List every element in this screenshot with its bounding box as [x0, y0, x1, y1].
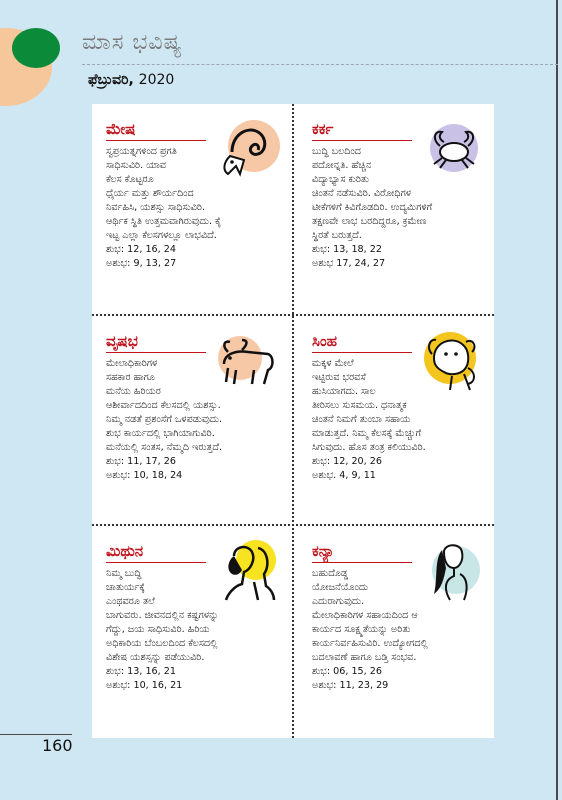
forecast-line: ಟೀಕೆಗಳಿಗೆ ಕಿವಿಗೊಡದಿರಿ. ಉದ್ಯಮಿಗಳಿಗೆ	[312, 202, 433, 213]
column-divider	[292, 104, 294, 738]
forecast-line: ಸಹಕಾರ ಹಾಗೂ	[106, 372, 155, 383]
forecast-line: ಎಂಥವರೂ ತಲೆ	[106, 596, 155, 607]
forecast-line: ಆಶೀರ್ವಾದದಿಂದ ಕೆಲಸದಲ್ಲಿ ಯಶಸ್ಸು.	[106, 400, 221, 411]
sign-name-rule	[312, 562, 412, 563]
forecast-line: ಪದೋನ್ನತಿ. ಹೆಚ್ಚಿನ	[312, 160, 372, 171]
forecast-line: ಬುದ್ಧಿ ಬಲದಿಂದ	[312, 146, 361, 157]
good-days: ಶುಭ: 13, 18, 22	[312, 244, 382, 255]
forecast-line: ಚಾತುರ್ಯಕ್ಕೆ	[106, 582, 145, 593]
forecast-line: ಆರ್ಥಿಕ ಸ್ಥಿತಿ ಉತ್ತಮವಾಗಿರುವುದು. ಕೈ	[106, 216, 222, 227]
sign-name: ಕರ್ಕ	[312, 120, 334, 138]
month-heading	[88, 72, 174, 88]
header-divider	[82, 64, 558, 65]
month-year: 2020	[138, 72, 175, 88]
footer-rule	[0, 734, 72, 735]
sign-name-rule	[106, 140, 206, 141]
forecast-line: ಗೆದ್ದು, ಜಯ ಸಾಧಿಸುವಿರಿ. ಹಿರಿಯ	[106, 624, 210, 635]
forecast-line: ನಿಮ್ಮ ನಡತೆ ಪ್ರಶಂಸೆಗೆ ಒಳಪಡುವುದು.	[106, 414, 223, 425]
decorative-green-circle	[12, 28, 60, 68]
sign-card-karka	[298, 104, 494, 310]
forecast-line: ವಿದ್ಯಾಭ್ಯಾಸ ಕುರಿತು	[312, 174, 370, 185]
forecast-line: ಮೇಲಾಧಿಕಾರಿಗಳ ಸಹಾಯದಿಂದ ಆ	[312, 610, 418, 621]
forecast-line: ಇಟ್ಟ ಎಲ್ಲಾ ಕೆಲಸಗಳಲ್ಲೂ ಲಾಭವಿದೆ.	[106, 230, 217, 241]
forecast-line: ನಿರ್ವಹಿಸಿ, ಯಶಸ್ಸು ಸಾಧಿಸುವಿರಿ.	[106, 202, 206, 213]
bad-days: ಅಶುಭ: 10, 16, 21	[106, 680, 183, 691]
forecast-line: ತಕ್ಷಣವೇ ಲಾಭ ಬರದಿದ್ದರೂ, ಕ್ರಮೇಣ	[312, 216, 427, 227]
sign-card-vrushabha	[92, 316, 288, 522]
forecast-line: ಯೋಜನೆಯೊಂದು	[312, 582, 369, 593]
forecast-line: ತೀರಿಸಲು ಸುಸಮಯ. ಧನಾತ್ಮಕ	[312, 400, 407, 411]
sign-name-rule	[312, 352, 412, 353]
ram-icon	[214, 116, 280, 182]
bad-days: ಅಶುಭ: 11, 23, 29	[312, 680, 389, 691]
sign-name-rule	[312, 140, 412, 141]
good-days: ಶುಭ: 13, 16, 21	[106, 666, 176, 677]
horoscope-panel	[92, 104, 494, 738]
sign-name: ಸಿಂಹ	[312, 332, 338, 350]
forecast-line: ಅಧಿಕಾರಿಯ ಬೆಂಬಲದಿಂದ ಕೆಲಸದಲ್ಲಿ	[106, 638, 218, 649]
sign-card-mesha	[92, 104, 288, 310]
good-days: ಶುಭ: 12, 20, 26	[312, 456, 382, 467]
bull-icon	[214, 328, 280, 394]
sign-name-rule	[106, 352, 206, 353]
sign-name-rule	[106, 562, 206, 563]
page-number: 160	[42, 736, 73, 755]
forecast-line: ಹುಸಿಯಾಗದು. ಸಾಲ	[312, 386, 376, 397]
forecast-line: ಮನೆಯಲ್ಲಿ ಸಂತಸ, ನೆಮ್ಮದಿ ಇರುತ್ತದೆ.	[106, 442, 223, 453]
forecast-line: ಬದಲಾವಣೆ ಹಾಗೂ ಬಡ್ತಿ ಸಂಭವ.	[312, 652, 417, 663]
forecast-line: ಮೇಲಾಧಿಕಾರಿಗಳ	[106, 358, 158, 369]
forecast-line: ಬಹುದೊಡ್ಡ	[312, 568, 349, 579]
forecast-line: ಮಾಡುತ್ತದೆ. ನಿಮ್ಮ ಕೆಲಸಕ್ಕೆ ಮೆಚ್ಚುಗೆ	[312, 428, 422, 439]
forecast-line: ಸಿಗುವುದು. ಹೊಸ ತಂತ್ರ ಕಲಿಯುವಿರಿ.	[312, 442, 426, 453]
forecast-line: ಸ್ವಪ್ರಯತ್ನಗಳಿಂದ ಪ್ರಗತಿ	[106, 146, 177, 157]
forecast-line: ಸ್ಥಿರತೆ ಬರುತ್ತದೆ.	[312, 230, 362, 241]
page-title: ಮಾಸ ಭವಿಷ್ಯ	[82, 30, 183, 55]
forecast-line: ಮನೆಯ ಹಿರಿಯರ	[106, 386, 161, 397]
good-days: ಶುಭ: 06, 15, 26	[312, 666, 382, 677]
maiden-icon	[420, 538, 486, 604]
forecast-line: ವಿಶೇಷ ಯಶಸ್ಸನ್ನು ಪಡೆಯುವಿರಿ.	[106, 652, 205, 663]
forecast-line: ಚಿಂತನೆ ನಿಮಗೆ ತುಂಬಾ ಸಹಾಯ	[312, 414, 411, 425]
forecast-line: ಕಾರ್ಯನಿರ್ವಹಿಸುವಿರಿ. ಉದ್ಯೋಗದಲ್ಲಿ	[312, 638, 428, 649]
forecast-line: ಶುಭ ಕಾರ್ಯದಲ್ಲಿ ಭಾಗಿಯಾಗುವಿರಿ.	[106, 428, 215, 439]
sign-card-mithuna	[92, 526, 288, 732]
bad-days: ಅಶುಭ: 10, 18, 24	[106, 470, 183, 481]
forecast-line: ಕಾರ್ಯದ ಸೂಕ್ಷ್ಮತೆಯನ್ನು ಅರಿತು	[312, 624, 411, 635]
bad-days: ಅಶುಭ 17, 24, 27	[312, 258, 386, 269]
sign-card-kanya	[298, 526, 494, 732]
forecast-line: ಧೈರ್ಯ ಮತ್ತು ಶೌರ್ಯದಿಂದ	[106, 188, 194, 199]
page-edge-line	[556, 0, 558, 800]
good-days: ಶುಭ: 12, 16, 24	[106, 244, 176, 255]
forecast-line: ನಿಮ್ಮ ಬುದ್ಧಿ	[106, 568, 142, 579]
month-name: ಫೆಬ್ರುವರಿ,	[88, 72, 134, 88]
forecast-line: ಇಟ್ಟಿರುವ ಭರವಸೆ	[312, 372, 366, 383]
bad-days: ಅಶುಭ: 9, 13, 27	[106, 258, 177, 269]
sign-name: ಮೇಷ	[106, 120, 136, 138]
forecast-line: ಕೆಲಸ ಕೊಟ್ಟರೂ	[106, 174, 154, 185]
forecast-line: ಚಿಂತನೆ ನಡೆಸುವಿರಿ. ವಿರೋಧಿಗಳ	[312, 188, 412, 199]
bad-days: ಅಶುಭ. 4, 9, 11	[312, 470, 376, 481]
forecast-line: ಸಾಧಿಸುವಿರಿ. ಯಾವ	[106, 160, 166, 171]
crab-icon	[420, 116, 486, 182]
sign-name: ಕನ್ಯಾ	[312, 542, 335, 560]
twins-icon	[214, 538, 280, 604]
lion-icon	[420, 328, 486, 394]
sign-name: ಮಿಥುನ	[106, 542, 144, 560]
good-days: ಶುಭ: 11, 17, 26	[106, 456, 176, 467]
sign-card-simha	[298, 316, 494, 522]
forecast-line: ಬಾಗುವರು. ಜೀವನದಲ್ಲಿನ ಕಷ್ಟಗಳನ್ನು	[106, 610, 219, 621]
forecast-line: ಮಕ್ಕಳ ಮೇಲೆ	[312, 358, 354, 369]
forecast-line: ಎದುರಾಗುವುದು.	[312, 596, 365, 607]
sign-name: ವೃಷಭ	[106, 332, 138, 350]
